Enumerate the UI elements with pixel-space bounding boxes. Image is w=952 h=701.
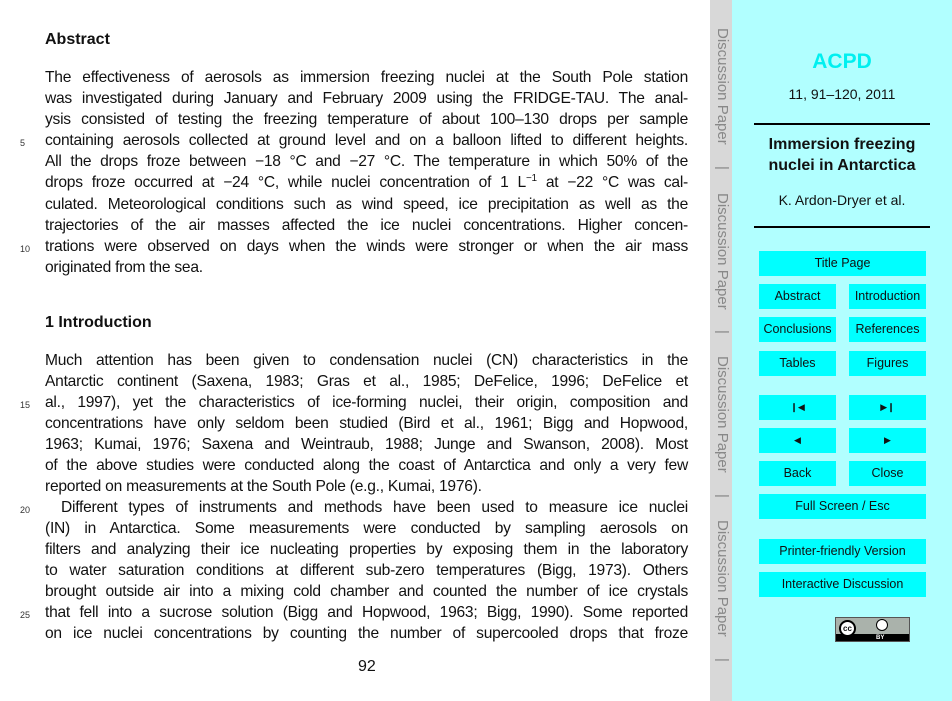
strip-separator: | <box>714 494 731 498</box>
last-page-icon: ❙ <box>887 402 895 412</box>
superscript: −1 <box>525 172 537 184</box>
first-page-arrow: ◀ <box>797 402 805 412</box>
text-line: Antarctic continent (Saxena, 1983; Gras et al., 1985; DeFelice, 1996; DeFelice et <box>45 373 688 390</box>
abstract-heading: Abstract <box>45 31 110 48</box>
strip-label: Discussion Paper <box>714 193 731 310</box>
text-line: was investigated during January and February 2009 using the FRIDGE-TAU. The anal- <box>45 90 688 107</box>
divider <box>754 123 930 125</box>
first-page-icon: ❙ <box>790 402 798 412</box>
text-line: trajectories of the air masses affected the ice nuclei concentrations. Higher concen- <box>45 217 688 234</box>
divider <box>754 226 930 228</box>
line-number: 15 <box>20 400 31 410</box>
text-line: culated. Meteorological conditions such as wind speed, ice precipitation as well as the <box>45 196 688 213</box>
text-line: All the drops froze between −18 °C and −27 °C. The temperature in which 50% of the <box>45 153 688 170</box>
text-line: reported on measurements at the South Pole (e.g., Kumai, 1976). <box>45 478 482 495</box>
text-line: The effectiveness of aerosols as immersion freezing nuclei at the South Pole station <box>45 69 688 86</box>
strip-separator: | <box>714 166 731 170</box>
by-label: BY <box>876 635 885 641</box>
text-line <box>45 174 688 192</box>
line-number: 10 <box>20 244 31 254</box>
conclusions-button[interactable]: Conclusions <box>759 317 836 342</box>
introduction-button[interactable]: Introduction <box>849 284 926 309</box>
tables-button[interactable]: Tables <box>759 351 836 376</box>
text-part: drops froze occurred at −24 °C, while nuclei concentration of 1 L <box>45 174 526 191</box>
text-line: al., 1997), yet the characteristics of ice-forming nuclei, their origin, composition and <box>45 394 688 411</box>
back-button[interactable]: Back <box>759 461 836 486</box>
text-line: originated from the sea. <box>45 259 203 276</box>
journal-name: ACPD <box>812 50 872 73</box>
text-line: that fell into a sucrose solution (Bigg and Hopwood, 1963; Bigg, 1990). Some reported <box>45 604 688 621</box>
figures-button[interactable]: Figures <box>849 351 926 376</box>
text-line: (IN) in Antarctica. Some measurements were conducted by sampling aerosols on <box>45 520 688 537</box>
text-line: 1963; Kumai, 1976; Saxena and Weintraub, 1988; Junge and Swanson, 2008). Most <box>45 436 688 453</box>
first-page-button[interactable] <box>759 395 836 420</box>
next-page-button[interactable]: ▶ <box>849 428 926 453</box>
text-line: on ice nuclei concentrations by counting the number of supercooled drops that froze <box>45 625 688 642</box>
interactive-discussion-button[interactable]: Interactive Discussion <box>759 572 926 597</box>
navigation-panel <box>732 0 952 701</box>
printer-friendly-button[interactable]: Printer-friendly Version <box>759 539 926 564</box>
paper-title-line1: Immersion freezing <box>768 136 916 153</box>
text-line: containing aerosols collected at ground level and on a balloon lifted to different heights. <box>45 132 688 149</box>
strip-separator: | <box>714 330 731 334</box>
references-button[interactable]: References <box>849 317 926 342</box>
strip-label: Discussion Paper <box>714 356 731 473</box>
abstract-button[interactable]: Abstract <box>759 284 836 309</box>
text-line: brought outside air into a mixing cold chamber and counted the number of ice crystals <box>45 583 688 600</box>
paper-title-line2: nuclei in Antarctica <box>768 157 916 174</box>
text-line: Much attention has been given to condensation nuclei (CN) characteristics in the <box>45 352 688 369</box>
text-line: ysis consisted of testing the freezing temperature of about 100–130 drops per sample <box>45 111 688 128</box>
cc-icon: cc <box>839 620 856 637</box>
strip-separator: | <box>714 658 731 662</box>
line-number: 5 <box>20 138 26 148</box>
fullscreen-button[interactable]: Full Screen / Esc <box>759 494 926 519</box>
last-page-arrow: ▶ <box>880 402 888 412</box>
volume-info: 11, 91–120, 2011 <box>788 86 896 102</box>
strip-label: Discussion Paper <box>714 28 731 145</box>
text-line: concentrations have only seldom been studied (Bird et al., 1961; Bigg and Hopwood, <box>45 415 688 432</box>
text-line: to water saturation conditions at different sub-zero temperatures (Bigg, 1973). Others <box>45 562 688 579</box>
text-line: Different types of instruments and methods have been used to measure ice nuclei <box>61 499 688 516</box>
title-page-button[interactable]: Title Page <box>759 251 926 276</box>
text-line: trations were observed on days when the winds were stronger or when the air mass <box>45 238 688 255</box>
text-part: at −22 °C was cal- <box>536 174 688 191</box>
page-number: 92 <box>358 658 376 675</box>
prev-page-button[interactable]: ◀ <box>759 428 836 453</box>
line-number: 25 <box>20 610 31 620</box>
text-line: filters and analyzing their ice nucleating properties by exposing them in the laboratory <box>45 541 688 558</box>
authors: K. Ardon-Dryer et al. <box>778 192 906 208</box>
line-number: 20 <box>20 505 31 515</box>
intro-heading: 1 Introduction <box>45 314 152 331</box>
creative-commons-badge[interactable] <box>835 617 910 642</box>
strip-label: Discussion Paper <box>714 520 731 637</box>
close-button[interactable]: Close <box>849 461 926 486</box>
last-page-button[interactable] <box>849 395 926 420</box>
text-line: of the above studies were conducted along the coast of Antarctica and only a very few <box>45 457 688 474</box>
attribution-icon <box>876 619 888 631</box>
